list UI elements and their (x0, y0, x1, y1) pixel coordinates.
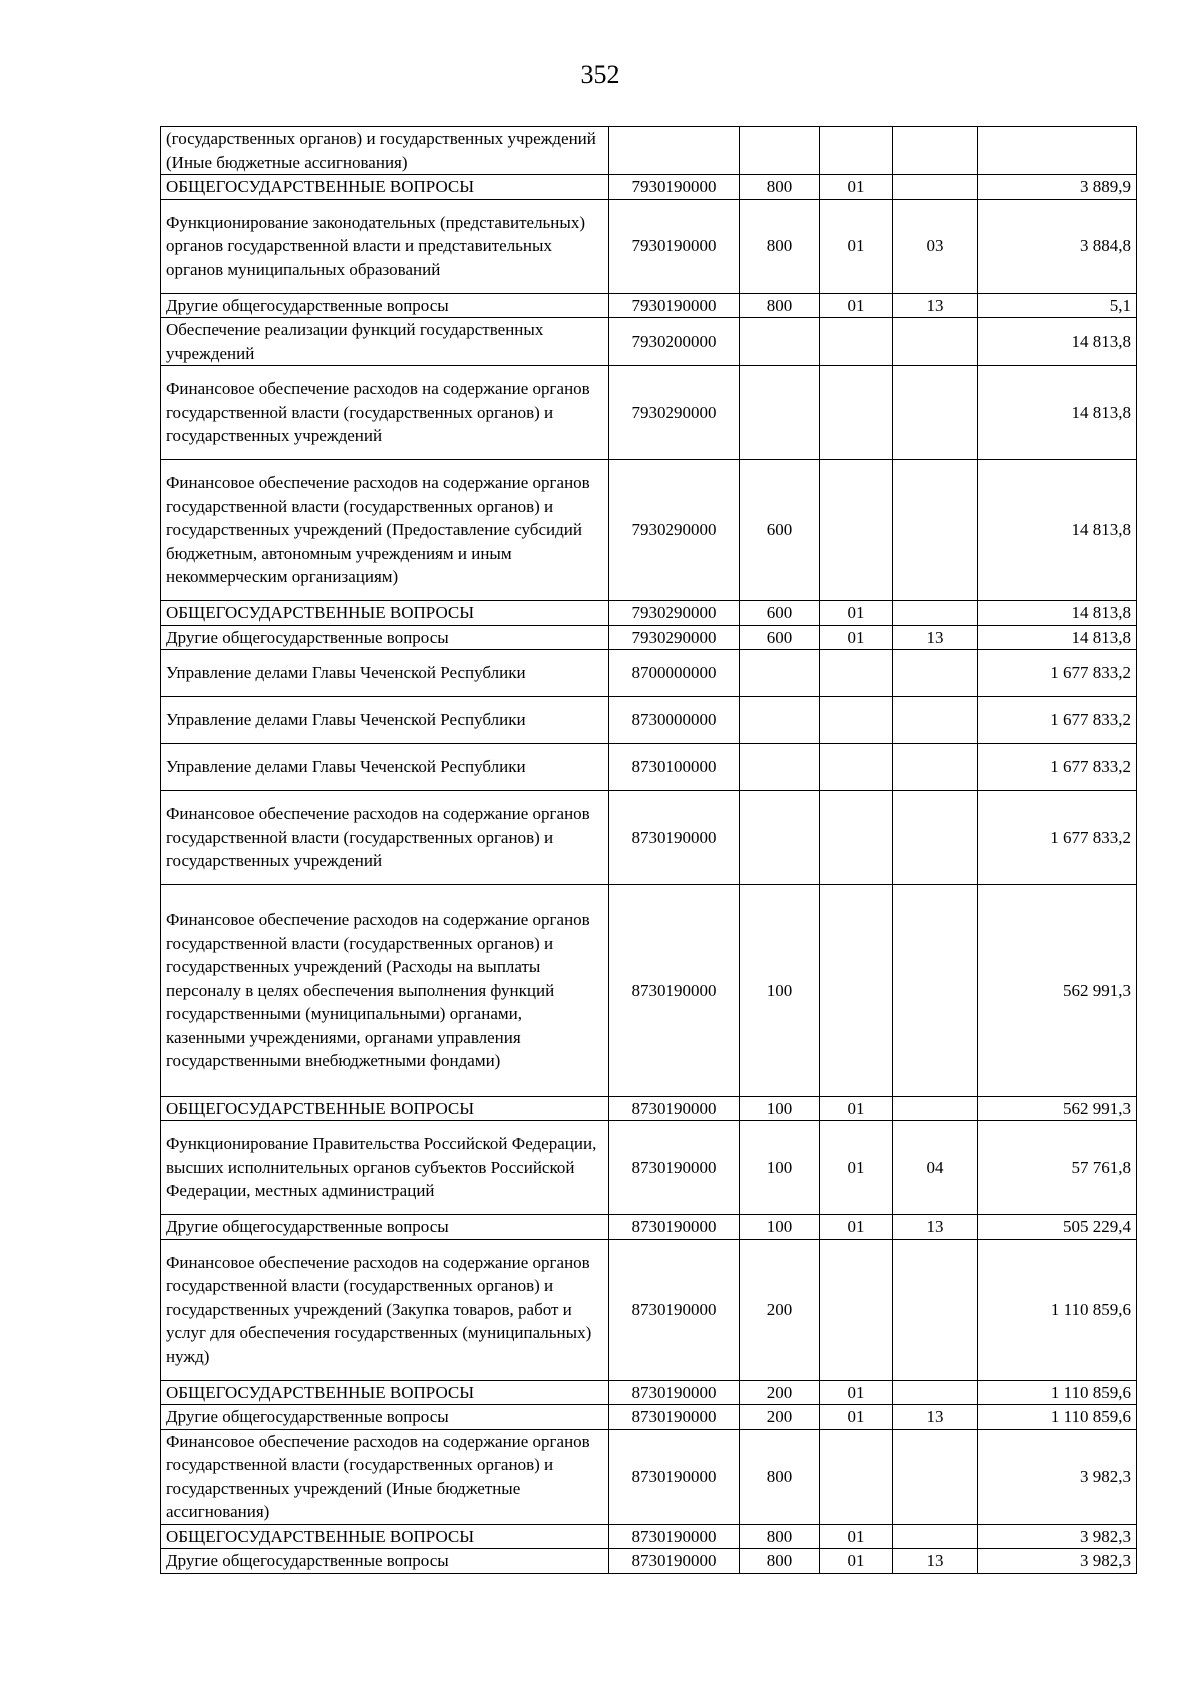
row-subsection: 13 (893, 625, 978, 650)
row-amount: 3 982,3 (978, 1429, 1137, 1524)
row-expense-type (740, 650, 820, 697)
row-target-code: 8730190000 (609, 791, 740, 885)
row-name: ОБЩЕГОСУДАРСТВЕННЫЕ ВОПРОСЫ (161, 601, 609, 626)
row-target-code: 7930190000 (609, 199, 740, 293)
row-subsection (893, 1524, 978, 1549)
row-amount: 14 813,8 (978, 625, 1137, 650)
row-name: Финансовое обеспечение расходов на содержание органов государственной власти (государственных органов) и государственных учреждений (Предоставление субсидий бюджетным, автономным учреждениям и иным некоммерческим организациям) (161, 460, 609, 601)
row-amount: 3 884,8 (978, 199, 1137, 293)
row-expense-type (740, 744, 820, 791)
row-name: Управление делами Главы Чеченской Республики (161, 744, 609, 791)
row-amount: 57 761,8 (978, 1121, 1137, 1215)
row-section (820, 885, 893, 1097)
row-section (820, 460, 893, 601)
row-expense-type: 600 (740, 601, 820, 626)
row-target-code: 7930190000 (609, 293, 740, 318)
row-target-code: 7930200000 (609, 318, 740, 366)
row-target-code: 8700000000 (609, 650, 740, 697)
row-section (820, 318, 893, 366)
row-target-code: 8730190000 (609, 1096, 740, 1121)
table-row (161, 1096, 1137, 1121)
budget-table-body (161, 127, 1137, 1574)
row-section: 01 (820, 293, 893, 318)
table-row (161, 1239, 1137, 1380)
row-expense-type: 600 (740, 460, 820, 601)
table-row (161, 650, 1137, 697)
row-section (820, 697, 893, 744)
row-name: ОБЩЕГОСУДАРСТВЕННЫЕ ВОПРОСЫ (161, 1380, 609, 1405)
row-section: 01 (820, 601, 893, 626)
row-amount: 14 813,8 (978, 318, 1137, 366)
row-expense-type: 100 (740, 1121, 820, 1215)
row-expense-type: 800 (740, 1524, 820, 1549)
table-row (161, 127, 1137, 175)
row-section (820, 791, 893, 885)
row-name: Другие общегосударственные вопросы (161, 293, 609, 318)
row-subsection (893, 127, 978, 175)
row-expense-type: 600 (740, 625, 820, 650)
row-section: 01 (820, 1380, 893, 1405)
row-name: Другие общегосударственные вопросы (161, 1215, 609, 1240)
table-row (161, 318, 1137, 366)
row-target-code: 8730190000 (609, 1405, 740, 1430)
row-amount: 14 813,8 (978, 366, 1137, 460)
row-expense-type: 200 (740, 1239, 820, 1380)
row-target-code: 8730100000 (609, 744, 740, 791)
row-subsection (893, 318, 978, 366)
row-section: 01 (820, 199, 893, 293)
row-expense-type (740, 366, 820, 460)
row-subsection (893, 791, 978, 885)
row-target-code: 8730190000 (609, 1380, 740, 1405)
row-section (820, 650, 893, 697)
row-amount (978, 127, 1137, 175)
row-subsection: 13 (893, 293, 978, 318)
table-row (161, 1380, 1137, 1405)
row-target-code: 7930290000 (609, 625, 740, 650)
row-amount: 1 677 833,2 (978, 791, 1137, 885)
table-row (161, 601, 1137, 626)
row-target-code: 8730190000 (609, 1121, 740, 1215)
row-target-code: 8730190000 (609, 1215, 740, 1240)
row-section (820, 744, 893, 791)
table-row (161, 1405, 1137, 1430)
row-subsection (893, 650, 978, 697)
row-section (820, 1429, 893, 1524)
row-expense-type: 100 (740, 885, 820, 1097)
row-section: 01 (820, 1121, 893, 1215)
table-row (161, 885, 1137, 1097)
row-section (820, 366, 893, 460)
row-expense-type: 800 (740, 1549, 820, 1574)
row-target-code: 8730190000 (609, 885, 740, 1097)
row-expense-type: 100 (740, 1215, 820, 1240)
row-subsection (893, 1239, 978, 1380)
row-subsection: 04 (893, 1121, 978, 1215)
row-target-code: 8730000000 (609, 697, 740, 744)
row-target-code: 7930290000 (609, 366, 740, 460)
table-row (161, 791, 1137, 885)
row-section: 01 (820, 1405, 893, 1430)
row-expense-type: 100 (740, 1096, 820, 1121)
row-subsection (893, 1096, 978, 1121)
table-row (161, 293, 1137, 318)
row-expense-type: 800 (740, 199, 820, 293)
table-row (161, 697, 1137, 744)
row-expense-type (740, 791, 820, 885)
table-row (161, 460, 1137, 601)
row-amount: 1 677 833,2 (978, 744, 1137, 791)
row-expense-type: 800 (740, 293, 820, 318)
row-expense-type (740, 697, 820, 744)
row-name: Финансовое обеспечение расходов на содержание органов государственной власти (государственных органов) и государственных учреждений (161, 791, 609, 885)
row-name: Управление делами Главы Чеченской Республики (161, 650, 609, 697)
row-subsection (893, 885, 978, 1097)
row-name: Обеспечение реализации функций государственных учреждений (161, 318, 609, 366)
row-section: 01 (820, 1096, 893, 1121)
row-amount: 562 991,3 (978, 885, 1137, 1097)
row-name: ОБЩЕГОСУДАРСТВЕННЫЕ ВОПРОСЫ (161, 1096, 609, 1121)
row-expense-type: 200 (740, 1380, 820, 1405)
table-row (161, 175, 1137, 200)
row-expense-type: 200 (740, 1405, 820, 1430)
row-name: Другие общегосударственные вопросы (161, 1405, 609, 1430)
row-subsection (893, 697, 978, 744)
row-section (820, 127, 893, 175)
row-name: ОБЩЕГОСУДАРСТВЕННЫЕ ВОПРОСЫ (161, 175, 609, 200)
row-name: Финансовое обеспечение расходов на содержание органов государственной власти (государственных органов) и государственных учреждений (Закупка товаров, работ и услуг для обеспечения государственных (муниципальных) нужд) (161, 1239, 609, 1380)
table-row (161, 1121, 1137, 1215)
row-subsection (893, 744, 978, 791)
page-number: 352 (580, 60, 620, 89)
row-amount: 3 982,3 (978, 1524, 1137, 1549)
row-section: 01 (820, 1524, 893, 1549)
budget-table (160, 126, 1137, 1574)
row-name: Финансовое обеспечение расходов на содержание органов государственной власти (государственных органов) и государственных учреждений (161, 366, 609, 460)
row-target-code: 8730190000 (609, 1429, 740, 1524)
table-row (161, 1549, 1137, 1574)
table-row (161, 625, 1137, 650)
row-subsection (893, 1380, 978, 1405)
row-amount: 1 110 859,6 (978, 1405, 1137, 1430)
row-target-code: 7930290000 (609, 601, 740, 626)
row-name: (государственных органов) и государственных учреждений (Иные бюджетные ассигнования) (161, 127, 609, 175)
row-name: Другие общегосударственные вопросы (161, 625, 609, 650)
row-amount: 562 991,3 (978, 1096, 1137, 1121)
row-amount: 3 889,9 (978, 175, 1137, 200)
row-subsection: 13 (893, 1405, 978, 1430)
row-amount: 1 677 833,2 (978, 650, 1137, 697)
table-row (161, 366, 1137, 460)
row-name: ОБЩЕГОСУДАРСТВЕННЫЕ ВОПРОСЫ (161, 1524, 609, 1549)
row-subsection: 03 (893, 199, 978, 293)
row-name: Другие общегосударственные вопросы (161, 1549, 609, 1574)
row-name: Функционирование Правительства Российской Федерации, высших исполнительных органов субъектов Российской Федерации, местных администраций (161, 1121, 609, 1215)
row-amount: 1 110 859,6 (978, 1380, 1137, 1405)
row-section: 01 (820, 1549, 893, 1574)
row-target-code (609, 127, 740, 175)
row-expense-type: 800 (740, 1429, 820, 1524)
row-target-code: 8730190000 (609, 1524, 740, 1549)
row-section: 01 (820, 175, 893, 200)
row-expense-type (740, 318, 820, 366)
row-amount: 3 982,3 (978, 1549, 1137, 1574)
table-row (161, 1215, 1137, 1240)
table-row (161, 1524, 1137, 1549)
row-subsection (893, 366, 978, 460)
row-subsection: 13 (893, 1215, 978, 1240)
row-section (820, 1239, 893, 1380)
row-name: Финансовое обеспечение расходов на содержание органов государственной власти (государственных органов) и государственных учреждений (Расходы на выплаты персоналу в целях обеспечения выполнения функций государственными (муниципальными) органами, казенными учреждениями, органами управления государственными внебюджетными фондами) (161, 885, 609, 1097)
table-row (161, 199, 1137, 293)
row-subsection (893, 175, 978, 200)
row-name: Управление делами Главы Чеченской Республики (161, 697, 609, 744)
row-name: Функционирование законодательных (представительных) органов государственной власти и представительных органов муниципальных образований (161, 199, 609, 293)
row-amount: 14 813,8 (978, 460, 1137, 601)
row-subsection: 13 (893, 1549, 978, 1574)
row-subsection (893, 1429, 978, 1524)
row-subsection (893, 460, 978, 601)
table-row (161, 744, 1137, 791)
row-section: 01 (820, 1215, 893, 1240)
row-expense-type (740, 127, 820, 175)
row-target-code: 7930190000 (609, 175, 740, 200)
row-amount: 1 677 833,2 (978, 697, 1137, 744)
row-amount: 5,1 (978, 293, 1137, 318)
row-amount: 1 110 859,6 (978, 1239, 1137, 1380)
row-section: 01 (820, 625, 893, 650)
row-subsection (893, 601, 978, 626)
row-amount: 505 229,4 (978, 1215, 1137, 1240)
row-target-code: 8730190000 (609, 1239, 740, 1380)
table-row (161, 1429, 1137, 1524)
row-name: Финансовое обеспечение расходов на содержание органов государственной власти (государственных органов) и государственных учреждений (Иные бюджетные ассигнования) (161, 1429, 609, 1524)
row-expense-type: 800 (740, 175, 820, 200)
row-amount: 14 813,8 (978, 601, 1137, 626)
row-target-code: 7930290000 (609, 460, 740, 601)
row-target-code: 8730190000 (609, 1549, 740, 1574)
